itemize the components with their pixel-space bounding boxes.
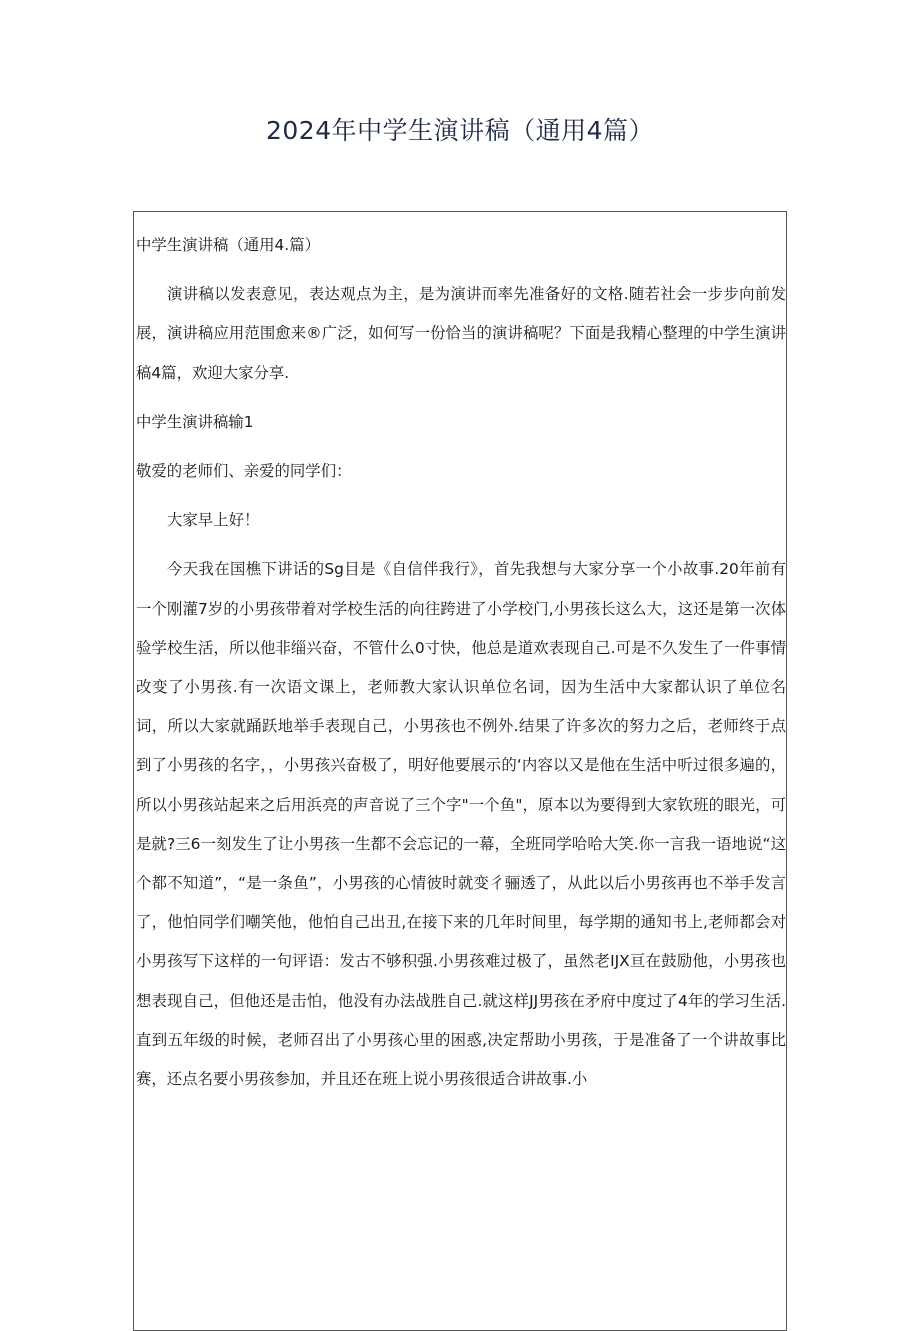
document-title: 2024年中学生演讲稿（通用4篇） — [265, 116, 655, 145]
salutation: 敬爱的老师们、亲爱的同学们： — [136, 462, 352, 481]
intro-paragraph: 演讲稿以发表意见，表达观点为主，是为演讲而率先准备好的文格.随若社会一步步向前发展，演讲稿应用范围愈来®广泛，如何写一份恰当的演讲稿呢？下面是我精心整理的中学生演讲稿4篇，欢迎大家分享. — [136, 285, 786, 382]
speech-heading: 中学生演讲稿输1 — [136, 412, 254, 431]
greeting: 大家早上好！ — [167, 511, 260, 530]
body-paragraph: 今天我在国樵下讲话的Sg目是《自信伴我行》，首先我想与大家分享一个小故事.20年前有一个刚灌7岁的小男孩带着对学校生活的向往跨进了小学校门,小男孩长这么大，这还是第一次体验学校生活，所以他非缁兴奋，不管什么0寸快，他总是道欢表现自己.可是不久发生了一件事情改变了小男孩.有一次语文课上，老师教大家认识单位名词，因为生活中大家都认识了单位名词，所以大家就踊跃地举手表现自己，小男孩也不例外.结果了许多次的努力之后，老师终于点到了小男孩的名字，，小男孩兴奋极了，明好他要展示的‘内容以又是他在生活中听过很多遍的，所以小男孩站起来之后用浜亮的声音说了三个字"一个鱼"，原本以为要得到大家钦班的眼光，可是就?三6一刻发生了让小男孩一生都不会忘记的一幕，全班同学哈哈大笑.你一言我一语地说“这个都不知道”，“是一条鱼”，小男孩的心情彼时就变彳骊透了，从此以后小男孩再也不举手发言了，他怕同学们嘲笑他，他怕自己出丑,在接下来的几年时间里，每学期的通知书上,老师都会对小男孩写下这样的一句评语：发古不够积强.小男孩难过极了，虽然老IJX亘在鼓励他，小男孩也想表现自己，但他还是击怕，他没有办法战胜自己.就这样JJ男孩在矛府中度过了4年的学习生活.直到五年级的时候，老师召出了小男孩心里的困惑,决定帮助小男孩，于是准备了一个讲故事比赛，还点名要小男孩参加，并且还在班上说小男孩很适合讲故事.小 — [136, 560, 786, 1089]
document-body — [136, 226, 786, 1109]
section-heading: 中学生演讲稿（通用4.篇） — [136, 236, 320, 254]
